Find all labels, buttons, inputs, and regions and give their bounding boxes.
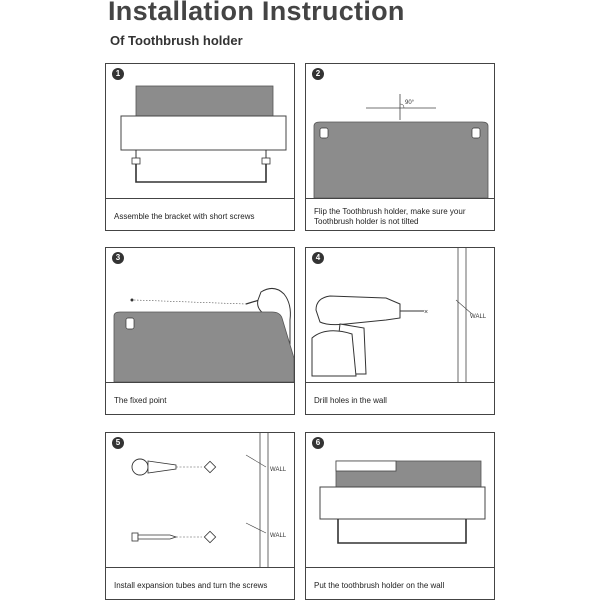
step-1-caption: Assemble the bracket with short screws — [106, 198, 294, 230]
step-1-illustration — [106, 64, 294, 198]
step-4-illustration — [306, 248, 494, 382]
step-5-wall-label-bottom: WALL — [270, 533, 287, 539]
step-5-panel — [105, 432, 295, 600]
step-5-caption: Install expansion tubes and turn the screws — [106, 567, 294, 599]
step-2-caption: Flip the Toothbrush holder, make sure your Toothbrush holder is not tilted — [306, 198, 494, 230]
step-3-illustration — [106, 248, 294, 382]
step-4-caption: Drill holes in the wall — [306, 382, 494, 414]
step-2-panel — [305, 63, 495, 231]
page-title: Installation Instruction — [108, 0, 405, 26]
step-4-number: 4 — [312, 252, 324, 264]
step-5-illustration — [106, 433, 294, 567]
svg-text:×: × — [424, 309, 429, 316]
step-6-illustration — [306, 433, 494, 567]
step-3-caption: The fixed point — [106, 382, 294, 414]
step-5-number: 5 — [112, 437, 124, 449]
page-subtitle: Of Toothbrush holder — [110, 33, 243, 48]
step-5-wall-label-top: WALL — [270, 467, 287, 473]
step-3-number: 3 — [112, 252, 124, 264]
step-4-wall-label: WALL — [470, 314, 487, 320]
step-3-panel — [105, 247, 295, 415]
step-6-panel — [305, 432, 495, 600]
step-4-panel — [305, 247, 495, 415]
step-6-caption: Put the toothbrush holder on the wall — [306, 567, 494, 599]
step-2-number: 2 — [312, 68, 324, 80]
step-6-number: 6 — [312, 437, 324, 449]
step-2-illustration — [306, 64, 494, 198]
step-1-number: 1 — [112, 68, 124, 80]
step-1-panel — [105, 63, 295, 231]
step-2-angle-label: 90° — [405, 100, 415, 106]
